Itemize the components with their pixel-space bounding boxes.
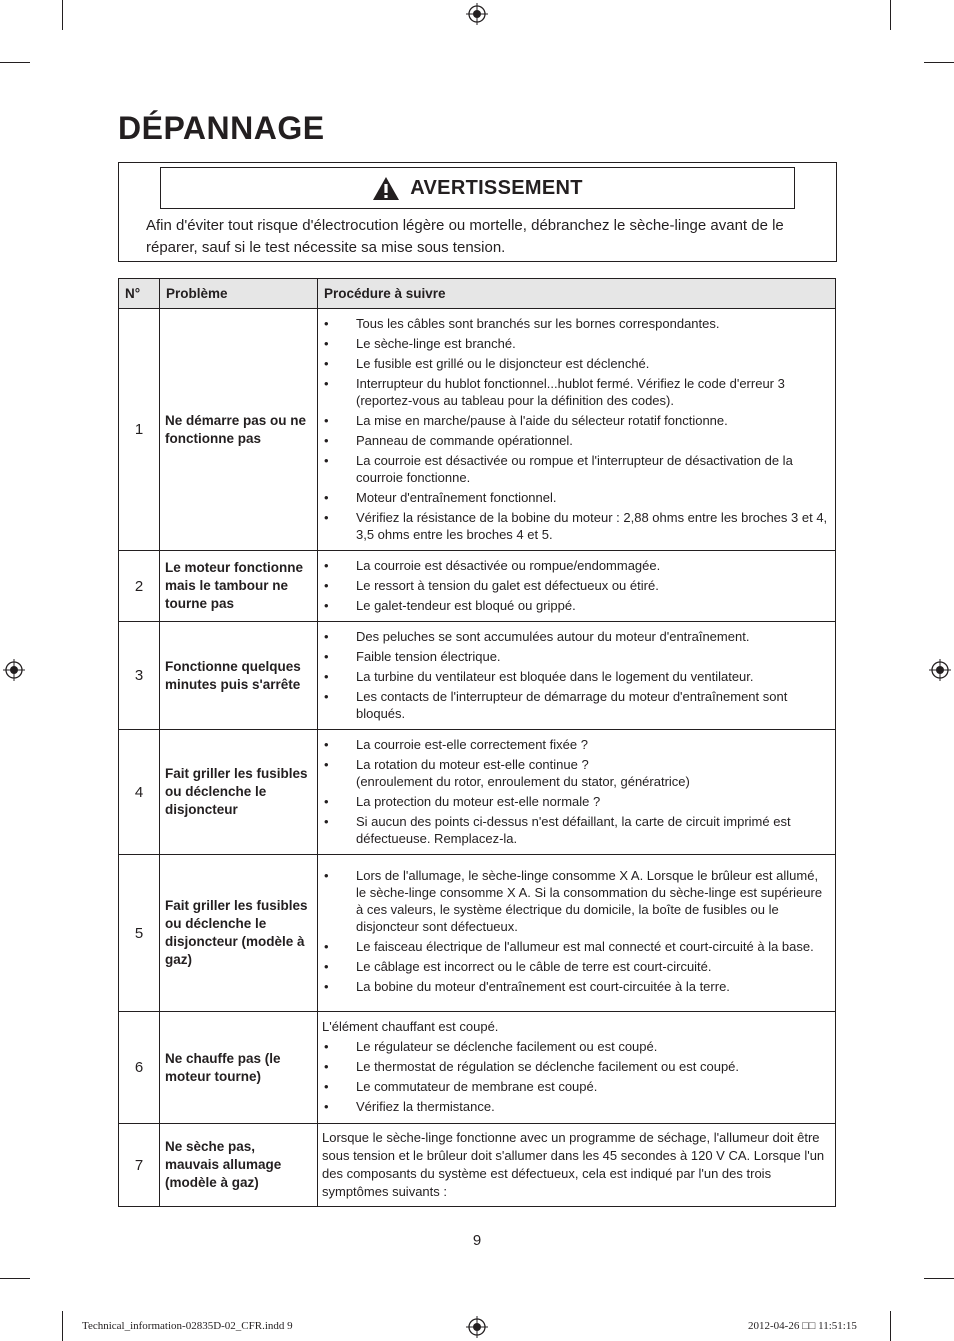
list-item: • Interrupteur du hublot fonctionnel...hublot fermé. Vérifiez le code d'erreur 3 (reportez-vous au tableau pour la définition des codes). [324,376,785,408]
list-item: • Faible tension électrique. [324,649,501,664]
list-item: • Vérifiez la thermistance. [324,1099,495,1114]
warning-header [160,167,795,209]
header-num: N° [119,279,160,309]
list-item: • Tous les câbles sont branchés sur les bornes correspondantes. [324,316,720,331]
header-problem: Problème [160,279,318,309]
header-procedure: Procédure à suivre [318,279,836,309]
row-procedure [318,1124,836,1207]
list-item: • La bobine du moteur d'entraînement est court-circuitée à la terre. [324,979,730,994]
row-problem: Fait griller les fusibles ou déclenche le disjoncteur (modèle à gaz) [160,855,318,1012]
crop-mark [62,0,63,30]
list-item: • Si aucun des points ci-dessus n'est défaillant, la carte de circuit imprimé est défectueuse. Remplacez-la. [324,814,791,846]
footer-timestamp: 2012-04-26 □□ 11:51:15 [748,1320,857,1332]
crop-mark [62,1311,63,1341]
list-item: • Le faisceau électrique de l'allumeur est mal connecté et court-circuité à la base. [324,939,814,954]
list-item: • Le thermostat de régulation se déclenche facilement ou est coupé. [324,1059,740,1074]
row-problem: Ne sèche pas, mauvais allumage (modèle à gaz) [160,1124,318,1207]
crop-mark [0,62,30,63]
row-procedure [318,551,836,622]
list-item: • Le câblage est incorrect ou le câble de terre est court-circuité. [324,959,712,974]
table-header-row [119,279,836,309]
registration-mark-icon [929,659,951,681]
troubleshooting-table [118,278,836,1207]
row-number: 6 [119,1012,160,1124]
row-number: 5 [119,855,160,1012]
row-problem: Fait griller les fusibles ou déclenche le disjoncteur [160,730,318,855]
list-item-note: (enroulement du rotor, enroulement du stator, génératrice) [356,774,690,789]
procedure-paragraph: Lorsque le sèche-linge fonctionne avec un programme de séchage, l'allumeur doit être sous tension et le brûleur doit s'allumer dans les 45 secondes à 120 V CA. Lorsque l'un des composants du système est défectueux, cela est indiqué par l'un des trois symptômes suivants : [322,1130,825,1199]
row-number: 7 [119,1124,160,1207]
table-row [119,309,836,551]
list-item: • Le fusible est grillé ou le disjoncteur est déclenché. [324,356,650,371]
row-procedure [318,1012,836,1124]
table-row [119,551,836,622]
table-row [119,1124,836,1207]
row-problem: Ne chauffe pas (le moteur tourne) [160,1012,318,1124]
list-item: • Les contacts de l'interrupteur de démarrage du moteur d'entraînement sont bloqués. [324,689,788,721]
row-problem: Le moteur fonctionne mais le tambour ne tourne pas [160,551,318,622]
list-item: • Le régulateur se déclenche facilement ou est coupé. [324,1039,658,1054]
list-item: • Le commutateur de membrane est coupé. [324,1079,598,1094]
warning-text: Afin d'éviter tout risque d'électrocution légère ou mortelle, débranchez le sèche-linge avant de le réparer, sauf si le test nécessite sa mise sous tension. [146,217,784,256]
warning-triangle-icon [372,176,400,201]
crop-mark [890,1311,891,1341]
warning-label: AVERTISSEMENT [410,176,583,199]
list-item: • Moteur d'entraînement fonctionnel. [324,490,557,505]
list-item: • La protection du moteur est-elle normale ? [324,794,601,809]
page-number: 9 [472,1232,482,1249]
list-item: • La courroie est-elle correctement fixée ? [324,737,588,752]
list-item: • Des peluches se sont accumulées autour du moteur d'entraînement. [324,629,750,644]
row-number: 3 [119,622,160,730]
table-row [119,622,836,730]
procedure-lead: L'élément chauffant est coupé. [322,1019,499,1034]
list-item: • La courroie est désactivée ou rompue et l'interrupteur de désactivation de la courroie fonctionne. [324,453,793,485]
list-item: • Le ressort à tension du galet est défectueux ou étiré. [324,578,659,593]
list-item: • La rotation du moteur est-elle continue ? (enroulement du rotor, enroulement du stator, génératrice) [324,757,690,789]
row-procedure [318,309,836,551]
list-item: • Le sèche-linge est branché. [324,336,516,351]
row-problem: Ne démarre pas ou ne fonctionne pas [160,309,318,551]
registration-mark-icon [3,659,25,681]
registration-mark-icon [466,3,488,25]
list-item: • La mise en marche/pause à l'aide du sélecteur rotatif fonctionne. [324,413,728,428]
table-row [119,855,836,1012]
list-item: • La turbine du ventilateur est bloquée dans le logement du ventilateur. [324,669,754,684]
crop-mark [924,1278,954,1279]
row-procedure [318,730,836,855]
row-number: 2 [119,551,160,622]
list-item: • Le galet-tendeur est bloqué ou grippé. [324,598,576,613]
crop-mark [0,1278,30,1279]
footer-file-info: Technical_information-02835D-02_CFR.indd 9 [82,1320,293,1332]
row-procedure [318,622,836,730]
list-item: • La courroie est désactivée ou rompue/endommagée. [324,558,661,573]
row-procedure [318,855,836,1012]
list-item: • Vérifiez la résistance de la bobine du moteur : 2,88 ohms entre les broches 3 et 4, 3,5 ohms entre les broches 4 et 5. [324,510,828,542]
table-row [119,1012,836,1124]
row-problem: Fonctionne quelques minutes puis s'arrête [160,622,318,730]
list-item: • Lors de l'allumage, le sèche-linge consomme X A. Lorsque le brûleur est allumé, le sèche-linge consomme X A. Si la consommation du sèche-linge est supérieure à ces valeurs, le système électrique du domicile, la boîte de fusibles ou le disjoncteur sont défectueux. [324,868,823,934]
crop-mark [924,62,954,63]
warning-box [118,162,837,262]
row-number: 4 [119,730,160,855]
page-title: DÉPANNAGE [118,110,325,146]
registration-mark-icon [466,1316,488,1338]
row-number: 1 [119,309,160,551]
list-item: • Panneau de commande opérationnel. [324,433,573,448]
crop-mark [890,0,891,30]
table-row [119,730,836,855]
